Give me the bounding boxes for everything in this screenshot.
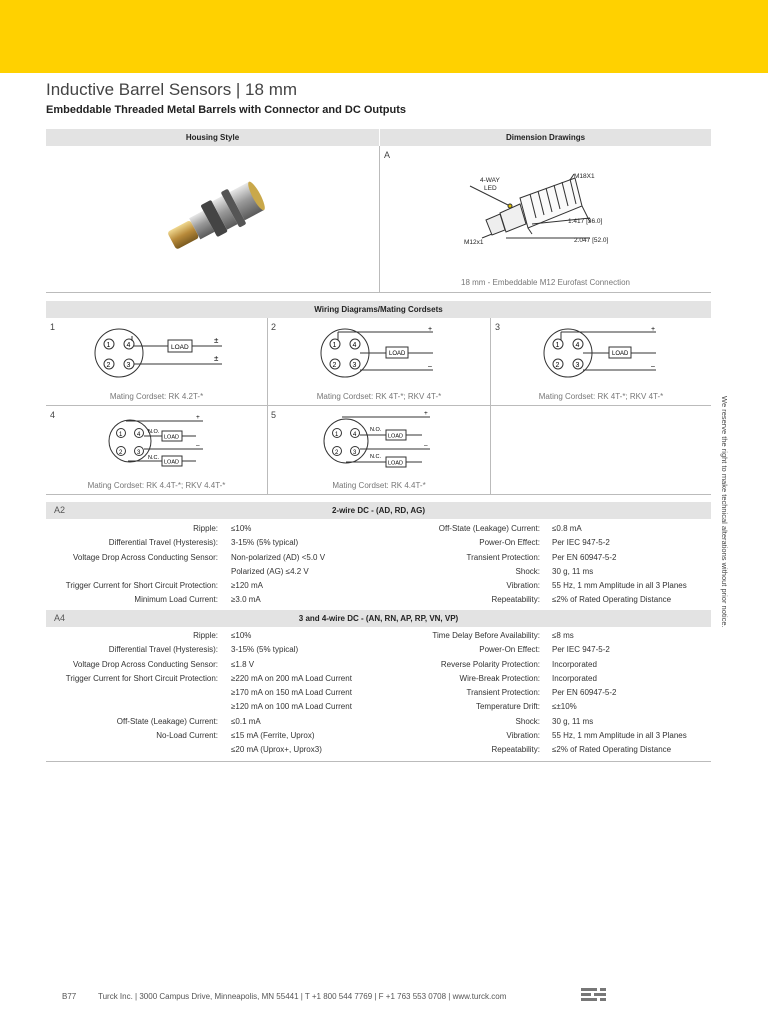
dimension-drawings-header: Dimension Drawings — [380, 129, 711, 146]
a2-header — [46, 502, 711, 519]
svg-text:2: 2 — [106, 362, 111, 369]
top-banner — [0, 0, 768, 73]
side-note: We reserve the right to make technical alterations without prior notice. — [720, 396, 729, 628]
svg-text:LOAD: LOAD — [389, 351, 406, 357]
housing-style-header: Housing Style — [46, 129, 379, 146]
svg-text:LOAD: LOAD — [388, 460, 403, 467]
a4-code: A4 — [54, 613, 66, 623]
svg-text:1: 1 — [106, 342, 111, 349]
svg-text:–: – — [651, 363, 655, 370]
sensor-photo — [158, 178, 273, 258]
wiring-caption: Mating Cordset: RK 4.4T-*; RKV 4.4T-* — [87, 481, 226, 490]
wiring-caption: Mating Cordset: RK 4.2T-* — [109, 392, 204, 401]
a2-left-values: ≤10% 3-15% (5% typical) Non-polarized (AD) <5.0 V Polarized (AG) ≤4.2 V ≥120 mA ≥3.0 mA — [231, 524, 326, 605]
wiring-diagram-1 — [92, 326, 237, 381]
footer-address: Turck Inc. | 3000 Campus Drive, Minneapolis, MN 55441 | T +1 800 544 7769 | F +1 763 553 0708 | www.turck.com — [98, 992, 507, 1001]
svg-text:3: 3 — [353, 450, 357, 456]
svg-text:LOAD: LOAD — [164, 459, 179, 466]
a2-right-labels: Off-State (Leakage) Current: Power-On Effect: Transient Protection: Shock: Vibration: Repeatability: — [438, 524, 540, 605]
a4-right-values: ≤8 ms Per IEC 947-5-2 Incorporated Incorporated Per EN 60947-5-2 ≤±10% 30 g, 11 ms 55 Hz, 1 mm Amplitude in all 3 Planes ≤2% of Rated Operating Distance — [552, 631, 687, 755]
page-title: Inductive Barrel Sensors | 18 mm — [46, 80, 298, 99]
svg-text:LOAD: LOAD — [612, 351, 629, 357]
svg-text:LOAD: LOAD — [171, 344, 189, 351]
svg-text:3: 3 — [352, 362, 357, 369]
svg-text:1.417 [36.0]: 1.417 [36.0] — [568, 218, 603, 225]
dimension-drawing — [450, 168, 620, 258]
svg-text:1: 1 — [555, 342, 560, 349]
svg-text:LOAD: LOAD — [388, 433, 403, 440]
svg-text:+: + — [651, 326, 656, 333]
a2-title: 2-wire DC - (AD, RD, AG) — [331, 506, 426, 515]
wiring-number: 2 — [271, 322, 277, 332]
wiring-caption: Mating Cordset: RK 4T-*; RKV 4T-* — [538, 392, 664, 401]
a4-title: 3 and 4-wire DC - (AN, RN, AP, RP, VN, VP) — [298, 614, 459, 623]
svg-text:±: ± — [214, 336, 219, 345]
a4-right-labels: Time Delay Before Availability: Power-On Effect: Reverse Polarity Protection: Wire-Break Protection: Transient Protection: Temperature Drift: Shock: Vibration: Repeatability: — [432, 631, 540, 755]
svg-text:–: – — [196, 442, 200, 449]
svg-text:2: 2 — [555, 362, 560, 369]
svg-text:2.047 [52.0]: 2.047 [52.0] — [574, 237, 609, 244]
wiring-diagram-4 — [108, 411, 218, 471]
svg-text:N.C.: N.C. — [148, 455, 159, 461]
a4-left-values: ≤10% 3-15% (5% typical) ≤1.8 V ≥220 mA on 200 mA Load Current ≥170 mA on 150 mA Load Current ≥120 mA on 100 mA Load Current ≤0.1 mA ≤15 mA (Ferrite, Uprox) ≤20 mA (Uprox+, Uprox3) — [231, 631, 352, 755]
divider — [46, 761, 711, 762]
svg-text:–: – — [428, 363, 432, 370]
wiring-number: 4 — [50, 410, 56, 420]
svg-text:3: 3 — [126, 362, 131, 369]
svg-text:2: 2 — [335, 450, 339, 456]
turck-logo-icon — [581, 987, 607, 1003]
svg-text:LOAD: LOAD — [164, 434, 179, 441]
svg-text:N.O.: N.O. — [370, 427, 382, 433]
svg-text:–: – — [424, 442, 428, 449]
svg-text:LED: LED — [484, 185, 497, 192]
wiring-diagram-3 — [541, 326, 666, 381]
divider — [379, 146, 380, 292]
divider — [490, 318, 491, 494]
svg-text:4-WAY: 4-WAY — [480, 177, 500, 184]
svg-text:2: 2 — [332, 362, 337, 369]
wiring-number: 5 — [271, 410, 277, 420]
svg-text:3: 3 — [575, 362, 580, 369]
svg-text:±: ± — [214, 354, 219, 363]
wiring-diagram-2 — [318, 326, 443, 381]
svg-text:N.O.: N.O. — [148, 429, 160, 435]
svg-text:4: 4 — [126, 342, 131, 349]
a2-left-labels: Ripple: Differential Travel (Hysteresis): Voltage Drop Across Conducting Sensor: Trigger Current for Short Circuit Protection: Minimum Load Current: — [65, 524, 218, 605]
svg-text:4: 4 — [575, 342, 580, 349]
svg-text:M18X1: M18X1 — [574, 173, 595, 180]
svg-text:+: + — [428, 326, 433, 333]
page-subtitle: Embeddable Threaded Metal Barrels with Connector and DC Outputs — [46, 104, 406, 116]
svg-text:4: 4 — [352, 342, 357, 349]
wiring-diagram-5 — [322, 411, 437, 471]
a4-header — [46, 610, 711, 627]
dimension-caption: 18 mm - Embeddable M12 Eurofast Connection — [461, 278, 630, 287]
svg-text:+: + — [196, 414, 200, 421]
divider — [46, 292, 711, 293]
svg-text:4: 4 — [137, 432, 141, 438]
svg-text:4: 4 — [353, 432, 357, 438]
divider — [267, 318, 268, 494]
wiring-number: 1 — [50, 322, 56, 332]
page-number: B77 — [62, 992, 77, 1001]
svg-text:N.C.: N.C. — [370, 454, 381, 460]
svg-text:+: + — [424, 411, 428, 417]
svg-text:1: 1 — [332, 342, 337, 349]
wiring-caption: Mating Cordset: RK 4T-*; RKV 4T-* — [316, 392, 442, 401]
wiring-number: 3 — [495, 322, 501, 332]
a2-code: A2 — [54, 505, 66, 515]
dimension-code: A — [384, 150, 391, 160]
svg-text:1: 1 — [335, 432, 339, 438]
divider — [46, 494, 711, 495]
svg-text:1: 1 — [119, 432, 123, 438]
svg-text:M12x1: M12x1 — [464, 239, 484, 246]
svg-text:2: 2 — [119, 450, 123, 456]
wiring-header: Wiring Diagrams/Mating Cordsets — [46, 301, 711, 318]
wiring-caption: Mating Cordset: RK 4.4T-* — [332, 481, 426, 490]
svg-text:3: 3 — [137, 450, 141, 456]
a2-right-values: ≤0.8 mA Per IEC 947-5-2 Per EN 60947-5-2 30 g, 11 ms 55 Hz, 1 mm Amplitude in all 3 Planes ≤2% of Rated Operating Distance — [552, 524, 687, 605]
divider — [46, 405, 711, 406]
a4-left-labels: Ripple: Differential Travel (Hysteresis): Voltage Drop Across Conducting Sensor: Trigger Current for Short Circuit Protection: Off-State (Leakage) Current: No-Load Current: — [65, 631, 218, 741]
